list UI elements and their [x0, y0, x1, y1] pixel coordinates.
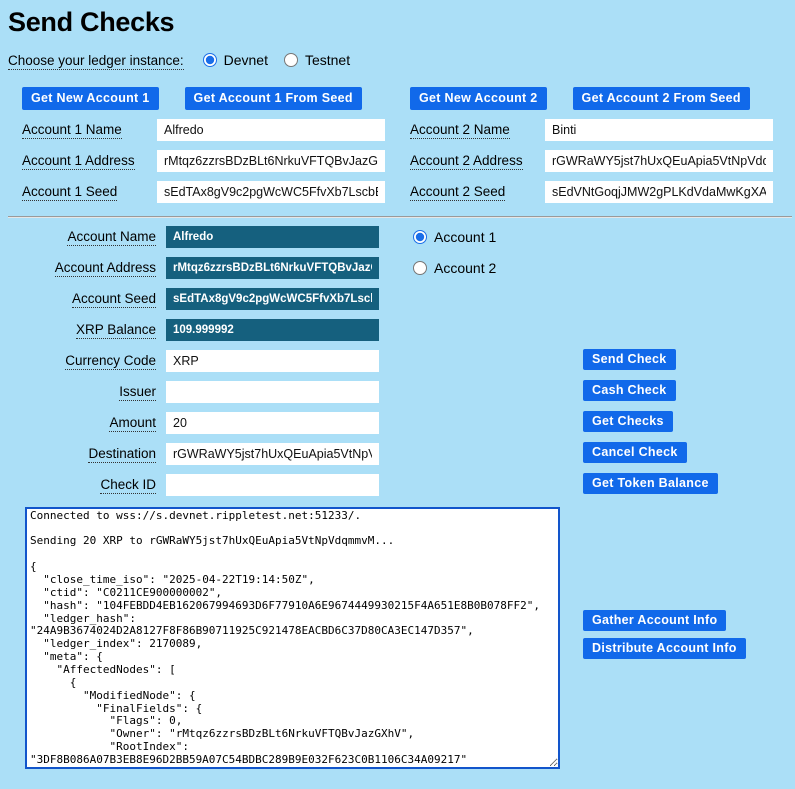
get-new-account-2-button[interactable]: Get New Account 2: [410, 87, 547, 110]
account-2-seed-label: Account 2 Seed: [410, 184, 506, 200]
account-2-seed-input[interactable]: [545, 181, 773, 203]
account-1-radio-label: Account 1: [434, 228, 497, 245]
account-2-column: [396, 87, 795, 212]
account-name-label: Account Name: [67, 229, 156, 245]
account-1-seed-input[interactable]: [157, 181, 385, 203]
account-2-address-label: Account 2 Address: [410, 153, 523, 169]
testnet-label: Testnet: [304, 52, 351, 69]
ledger-selector: [8, 52, 795, 69]
account-1-seed-label: Account 1 Seed: [22, 184, 118, 200]
account-info-buttons: [583, 610, 746, 659]
send-check-button[interactable]: Send Check: [583, 349, 676, 370]
account-name-display[interactable]: [166, 226, 379, 248]
account-1-address-label: Account 1 Address: [22, 153, 135, 169]
account-1-address-input[interactable]: [157, 150, 385, 172]
check-form-section: [8, 226, 795, 769]
account-2-name-input[interactable]: [545, 119, 773, 141]
xrp-balance-label: XRP Balance: [75, 322, 156, 338]
get-token-balance-button[interactable]: Get Token Balance: [583, 473, 718, 494]
currency-code-label: Currency Code: [65, 353, 156, 369]
get-checks-button[interactable]: Get Checks: [583, 411, 673, 432]
testnet-option[interactable]: [284, 52, 350, 68]
account-address-display[interactable]: [166, 257, 379, 279]
devnet-option[interactable]: [203, 52, 268, 68]
get-account-1-from-seed-button[interactable]: Get Account 1 From Seed: [185, 87, 362, 110]
output-console[interactable]: [25, 507, 560, 769]
account-seed-display[interactable]: [166, 288, 379, 310]
check-id-input[interactable]: [166, 474, 379, 496]
page-title: Send Checks: [8, 7, 175, 37]
destination-label: Destination: [88, 446, 156, 462]
account-1-column: [8, 87, 396, 212]
cash-check-button[interactable]: Cash Check: [583, 380, 676, 401]
account-2-option[interactable]: [413, 260, 496, 276]
section-divider: [8, 216, 792, 218]
check-action-buttons: [583, 349, 718, 494]
ledger-instance-label: Choose your ledger instance:: [8, 52, 184, 68]
issuer-input[interactable]: [166, 381, 379, 403]
account-address-label: Account Address: [54, 260, 156, 276]
account-1-name-input[interactable]: [157, 119, 385, 141]
cancel-check-button[interactable]: Cancel Check: [583, 442, 687, 463]
get-new-account-1-button[interactable]: Get New Account 1: [22, 87, 159, 110]
account-2-radio[interactable]: [413, 261, 427, 275]
account-1-radio[interactable]: [413, 230, 427, 244]
destination-input[interactable]: [166, 443, 379, 465]
xrp-balance-display[interactable]: [166, 319, 379, 341]
account-1-name-label: Account 1 Name: [22, 122, 122, 138]
issuer-label: Issuer: [119, 384, 156, 400]
account-2-radio-label: Account 2: [434, 259, 497, 276]
distribute-account-info-button[interactable]: Distribute Account Info: [583, 638, 746, 659]
account-2-name-label: Account 2 Name: [410, 122, 510, 138]
gather-account-info-button[interactable]: Gather Account Info: [583, 610, 726, 631]
currency-code-input[interactable]: [166, 350, 379, 372]
amount-input[interactable]: [166, 412, 379, 434]
check-id-label: Check ID: [100, 477, 156, 493]
account-1-option[interactable]: [413, 229, 496, 245]
account-2-address-input[interactable]: [545, 150, 773, 172]
account-seed-label: Account Seed: [71, 291, 156, 307]
testnet-radio[interactable]: [284, 53, 298, 67]
accounts-section: [8, 87, 795, 212]
account-switch-radios: [413, 229, 512, 291]
devnet-label: Devnet: [223, 52, 268, 69]
amount-label: Amount: [109, 415, 156, 431]
get-account-2-from-seed-button[interactable]: Get Account 2 From Seed: [573, 87, 750, 110]
devnet-radio[interactable]: [203, 53, 217, 67]
